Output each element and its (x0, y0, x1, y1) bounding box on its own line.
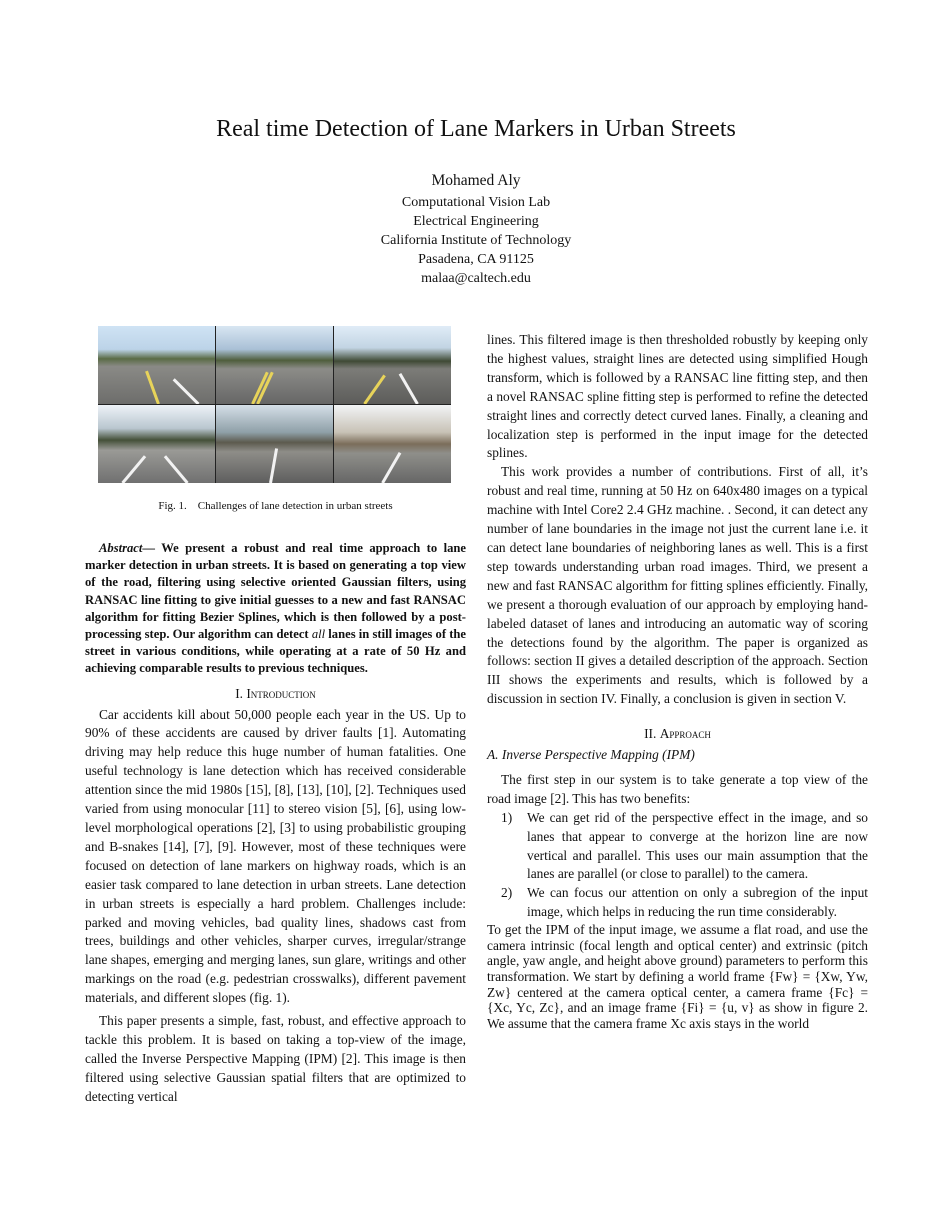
paragraph: To get the IPM of the input image, we assume a flat road, and use the camera intrinsic (focal length and optical center) and extrinsic (pitch angle, yaw angle, and height above ground) parameters to perform this transformation. We start by defining a world frame {Fw} = {Xw, Yw, Zw} centered at the camera optical center, a camera frame {Fc} = {Xc, Yc, Zc}, and an image frame {Fi} = {u, v} as show in figure 2. We assume that the camera frame Xc axis stays in the world (487, 922, 868, 1031)
road-image (334, 326, 451, 404)
author-name: Mohamed Aly (431, 172, 521, 189)
paragraph: lines. This filtered image is then thresholded robustly by keeping only the highest values, straight lines are detected using simplified Hough transform, which is followed by a RANSAC line fitting step, and then a novel RANSAC spline fitting step is performed to refine the detected straight lines and correctly detect curved lanes. Finally, a cleaning and localization step is performed in the input image for the detected splines. (487, 332, 868, 461)
section-title: Introduction (246, 685, 316, 701)
paper-title: Real time Detection of Lane Markers in Urban Streets (216, 116, 736, 142)
paragraph: This paper presents a simple, fast, robust, and effective approach to tackle this problem. It is based on taking a top-view of the image, called the Inverse Perspective Mapping (IPM) [2]. This image is then filtered using selective Gaussian spatial filters that are optimized to detecting vertical (85, 1013, 466, 1104)
road-image (98, 405, 215, 483)
abstract-text-end: lanes in still images of the street in various conditions, while operating at a rate of 50 Hz and achieving comparable results to previous techniques. (85, 627, 466, 676)
abstract-emphasis: all (311, 627, 326, 642)
section-number: I. (235, 685, 247, 701)
section-number: II. (644, 726, 660, 742)
figure-1-image-grid (98, 326, 451, 483)
road-image (216, 405, 333, 483)
abstract (85, 540, 466, 678)
paragraph: Car accidents kill about 50,000 people each year in the US. Up to 90% of these accidents are caused by driver faults [1]. Automating driving may help reduce this huge number of human fatalities. One useful technology is lane detection which has received considerable attention since the mid 1980s [15], [8], [13], [10], [2]. Techniques used varied from using monocular [11] to stereo vision [5], [6], using low-level morphological operations [2], [3] to using probabilistic grouping and B-snakes [14], [7], [9]. However, most of these techniques were focused on detection of lane markers on highway roads, which is an easier task compared to lane detection in urban streets. Lane detection in urban streets is especially a hard problem. Challenges include: parked and moving vehicles, bad quality lines, shadows cast from trees, buildings and other vehicles, sharper curves, irregular/strange lane shapes, emerging and merging lanes, sun glare, writings and other markings on the road (e.g. pedestrian crosswalks), different pavement materials, and different slopes (fig. 1). (85, 706, 466, 1006)
list-item (487, 809, 868, 885)
abstract-label: Abstract (99, 541, 143, 555)
road-image (334, 405, 451, 483)
benefits-list (487, 809, 868, 922)
list-item (487, 884, 868, 922)
affiliation-address: Pasadena, CA 91125 (418, 252, 534, 267)
list-text: We can focus our attention on only a subregion of the input image, which helps in reducing the run time considerably. (527, 885, 868, 920)
road-image (98, 326, 215, 404)
affiliation-institute: California Institute of Technology (380, 233, 572, 248)
section-title: Approach (659, 726, 711, 742)
affiliation-dept: Electrical Engineering (413, 214, 539, 229)
affiliation-lab: Computational Vision Lab (401, 195, 551, 210)
affiliation (0, 193, 952, 288)
list-text: We can get rid of the perspective effect in the image, and so lanes that appear to converge at the horizon line are now vertical and parallel. This uses our main assumption that the lanes are parallel (or close to parallel) to the camera. (527, 809, 868, 882)
road-image (216, 326, 333, 404)
paragraph: This work provides a number of contributions. First of all, it’s robust and real time, running at 50 Hz on 640x480 images on a typical machine with Intel Core2 2.4 GHz machine. . Second, it can detect any number of lane boundaries in the image not just the current lane i.e. it can detect lane boundaries of neighboring lanes as well. This is a first step towards understanding urban road images. Third, we present a new and fast RANSAC algorithm for fitting splines efficiently. Finally, we present a thorough evaluation of our approach by employing hand-labeled dataset of lanes and introducing an automatic way of scoring the detections found by the algorithm. The paper is organized as follows: section II gives a detailed description of the approach. Section III shows the experiments and results, which is followed by a discussion in section IV. Finally, a conclusion is given in section V. (487, 464, 868, 707)
right-column (487, 331, 868, 1031)
section-heading-approach (487, 725, 868, 744)
list-number: 2) (501, 885, 513, 901)
left-column (85, 540, 466, 1107)
subsection-heading-ipm: A. Inverse Perspective Mapping (IPM) (487, 747, 695, 763)
affiliation-email: malaa@caltech.edu (421, 271, 531, 286)
paragraph: The first step in our system is to take generate a top view of the road image [2]. This has two benefits: (487, 771, 868, 806)
abstract-text: — We present a robust and real time approach to lane marker detection in urban streets. It is based on generating a top view of the road, filtering using selective oriented Gaussian filters, using RANSAC line fitting to give initial guesses to a new and fast RANSAC algorithm for fitting Bezier Splines, which is then followed by a post-processing step. Our algorithm can detect (85, 541, 466, 642)
section-heading-introduction (85, 685, 466, 704)
list-number: 1) (501, 809, 513, 825)
figure-1-caption: Fig. 1. Challenges of lane detection in urban streets (158, 500, 393, 512)
